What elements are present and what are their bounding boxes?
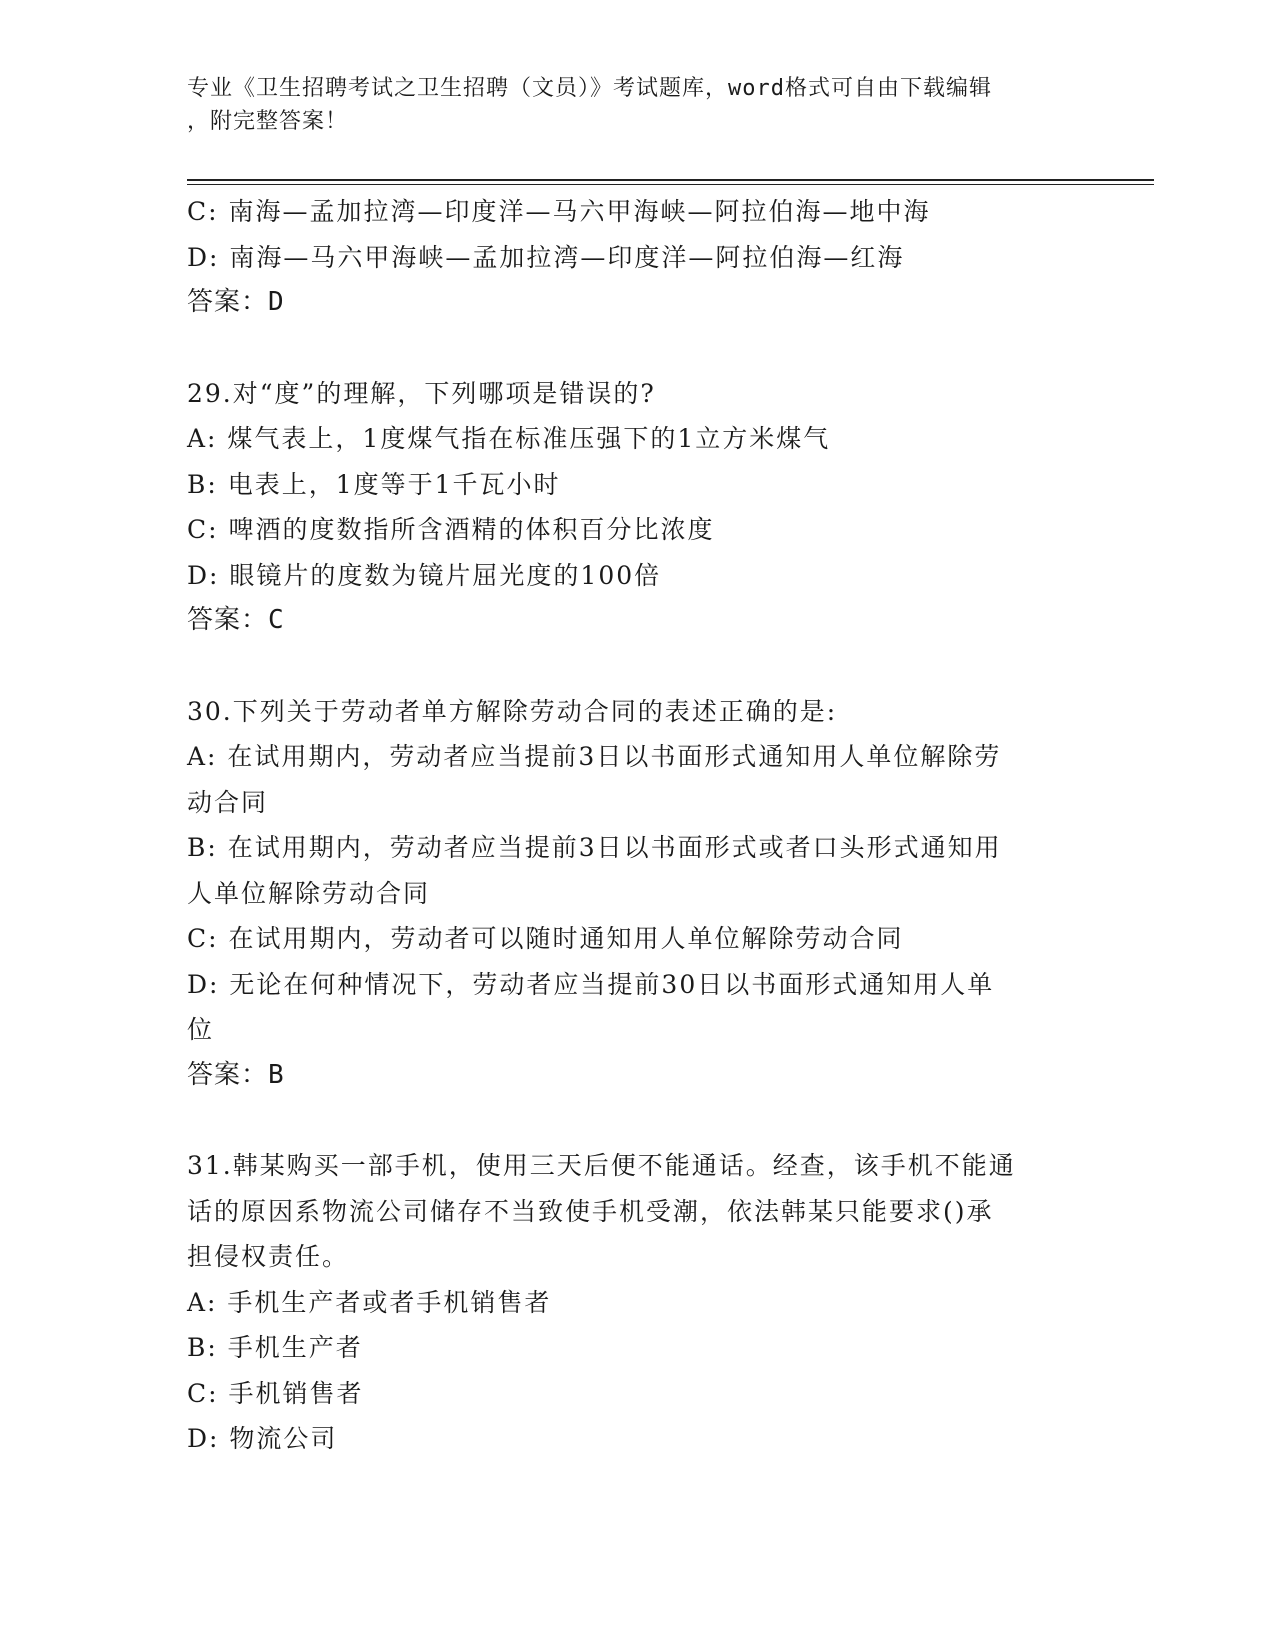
question-stem-line-1: 31.韩某购买一部手机，使用三天后便不能通话。经查，该手机不能通 — [187, 1151, 1016, 1180]
option-a: A: 手机生产者或者手机销售者 — [187, 1287, 552, 1317]
question-stem: 29.对“度”的理解，下列哪项是错误的? — [187, 378, 656, 408]
question-30 — [187, 689, 1087, 1099]
option-d: D: 物流公司 — [187, 1424, 338, 1453]
option-a-line-2: 动合同 — [187, 787, 269, 817]
option-c: C: 手机销售者 — [187, 1378, 364, 1408]
option-d: D: 南海—马六甲海峡—孟加拉湾—印度洋—阿拉伯海—红海 — [187, 242, 905, 272]
header-rule-thin — [187, 184, 1154, 185]
header-line-2: ，附完整答案！ — [187, 109, 349, 134]
option-c: C: 在试用期内，劳动者可以随时通知用人单位解除劳动合同 — [187, 924, 904, 953]
option-d-line-2: 位 — [187, 1015, 215, 1044]
answer: 答案：D — [187, 287, 285, 317]
question-stem-line-3: 担侵权责任。 — [187, 1242, 350, 1271]
option-d: D: 眼镜片的度数为镜片屈光度的100倍 — [187, 560, 662, 590]
option-c: C: 南海—孟加拉湾—印度洋—马六甲海峡—阿拉伯海—地中海 — [187, 197, 931, 226]
option-c: C: 啤酒的度数指所含酒精的体积百分比浓度 — [187, 515, 715, 544]
answer: 答案：B — [187, 1059, 285, 1090]
option-a-line-1: A: 在试用期内，劳动者应当提前3日以书面形式通知用人单位解除劳 — [187, 742, 1002, 771]
question-list — [187, 189, 1087, 1462]
option-d-line-1: D: 无论在何种情况下，劳动者应当提前30日以书面形式通知用人单 — [187, 969, 995, 999]
question-stem-line-2: 话的原因系物流公司储存不当致使手机受潮，依法韩某只能要求()承 — [187, 1196, 994, 1226]
question-31 — [187, 1143, 1087, 1462]
option-b-line-1: B: 在试用期内，劳动者应当提前3日以书面形式或者口头形式通知用 — [187, 833, 1002, 862]
document-header — [187, 72, 1087, 138]
header-line-1: 专业《卫生招聘考试之卫生招聘（文员）》考试题库，word格式可自由下载编辑 — [187, 76, 992, 101]
question-28-tail — [187, 189, 1087, 326]
option-b: B: 手机生产者 — [187, 1333, 363, 1362]
option-b: B: 电表上，1度等于1千瓦小时 — [187, 469, 561, 499]
option-b-line-2: 人单位解除劳动合同 — [187, 878, 431, 908]
option-a: A: 煤气表上，1度煤气指在标准压强下的1立方米煤气 — [187, 424, 831, 453]
question-29 — [187, 371, 1087, 644]
answer: 答案：C — [187, 605, 285, 635]
question-stem: 30.下列关于劳动者单方解除劳动合同的表述正确的是: — [187, 696, 838, 726]
header-rule-thick — [187, 179, 1154, 181]
